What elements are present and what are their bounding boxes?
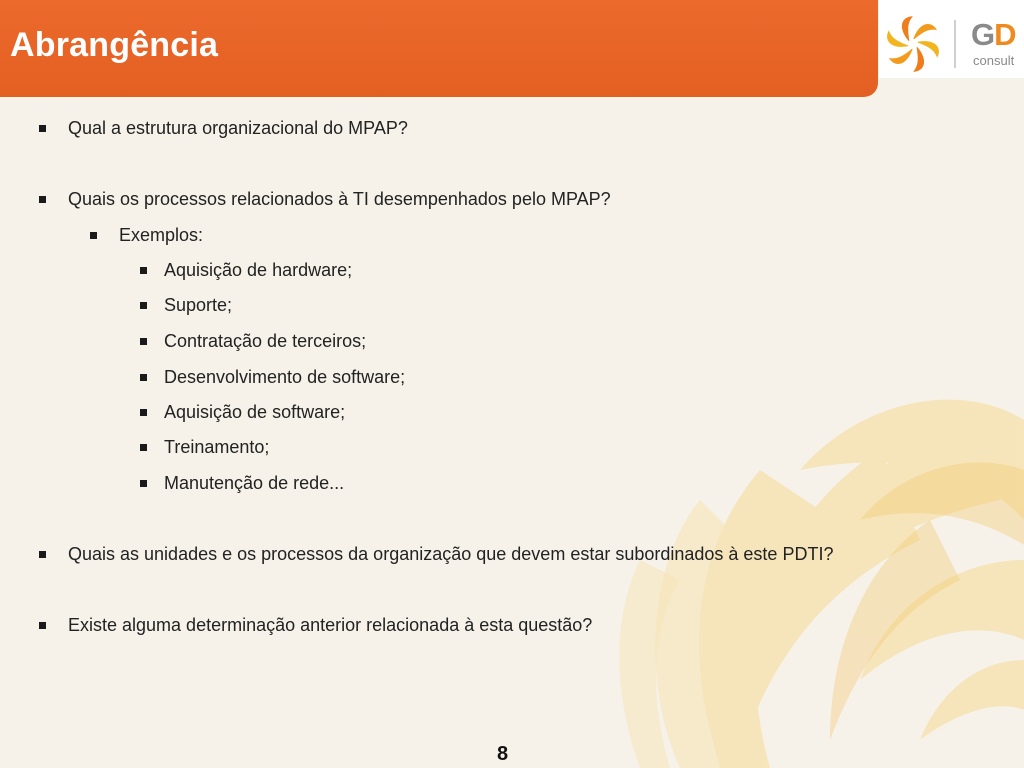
gd-consult-logo xyxy=(879,0,1024,78)
bullet-square-icon xyxy=(140,409,147,416)
slide-title: Abrangência xyxy=(10,26,219,64)
logo-subtext: consult xyxy=(973,53,1015,68)
list-item: Manutenção de rede... xyxy=(164,472,344,494)
logo-wordmark: GD xyxy=(971,17,1016,52)
list-item: Existe alguma determinação anterior relacionada à esta questão? xyxy=(68,614,592,636)
list-item: Exemplos: xyxy=(119,224,203,246)
list-item: Quais os processos relacionados à TI desempenhados pelo MPAP? xyxy=(68,188,611,210)
list-item: Aquisição de software; xyxy=(164,401,345,423)
bullet-square-icon xyxy=(140,302,147,309)
list-item: Qual a estrutura organizacional do MPAP? xyxy=(68,117,408,139)
list-item: Treinamento; xyxy=(164,436,269,458)
list-item: Aquisição de hardware; xyxy=(164,259,352,281)
bullet-square-icon xyxy=(140,480,147,487)
sun-logo-icon xyxy=(885,16,941,72)
bullet-square-icon xyxy=(39,196,46,203)
bullet-square-icon xyxy=(39,622,46,629)
bullet-square-icon xyxy=(39,125,46,132)
bullet-square-icon xyxy=(140,267,147,274)
bullet-square-icon xyxy=(140,338,147,345)
list-item: Contratação de terceiros; xyxy=(164,330,366,352)
bullet-square-icon xyxy=(140,444,147,451)
list-item: Suporte; xyxy=(164,294,232,316)
list-item: Quais as unidades e os processos da organização que devem estar subordinados à este PDTI? xyxy=(68,543,833,565)
bullet-square-icon xyxy=(140,374,147,381)
bullet-square-icon xyxy=(39,551,46,558)
page-number: 8 xyxy=(497,743,509,765)
bullet-square-icon xyxy=(90,232,97,239)
title-bar xyxy=(0,0,878,97)
list-item: Desenvolvimento de software; xyxy=(164,366,405,388)
logo-divider xyxy=(954,20,956,68)
